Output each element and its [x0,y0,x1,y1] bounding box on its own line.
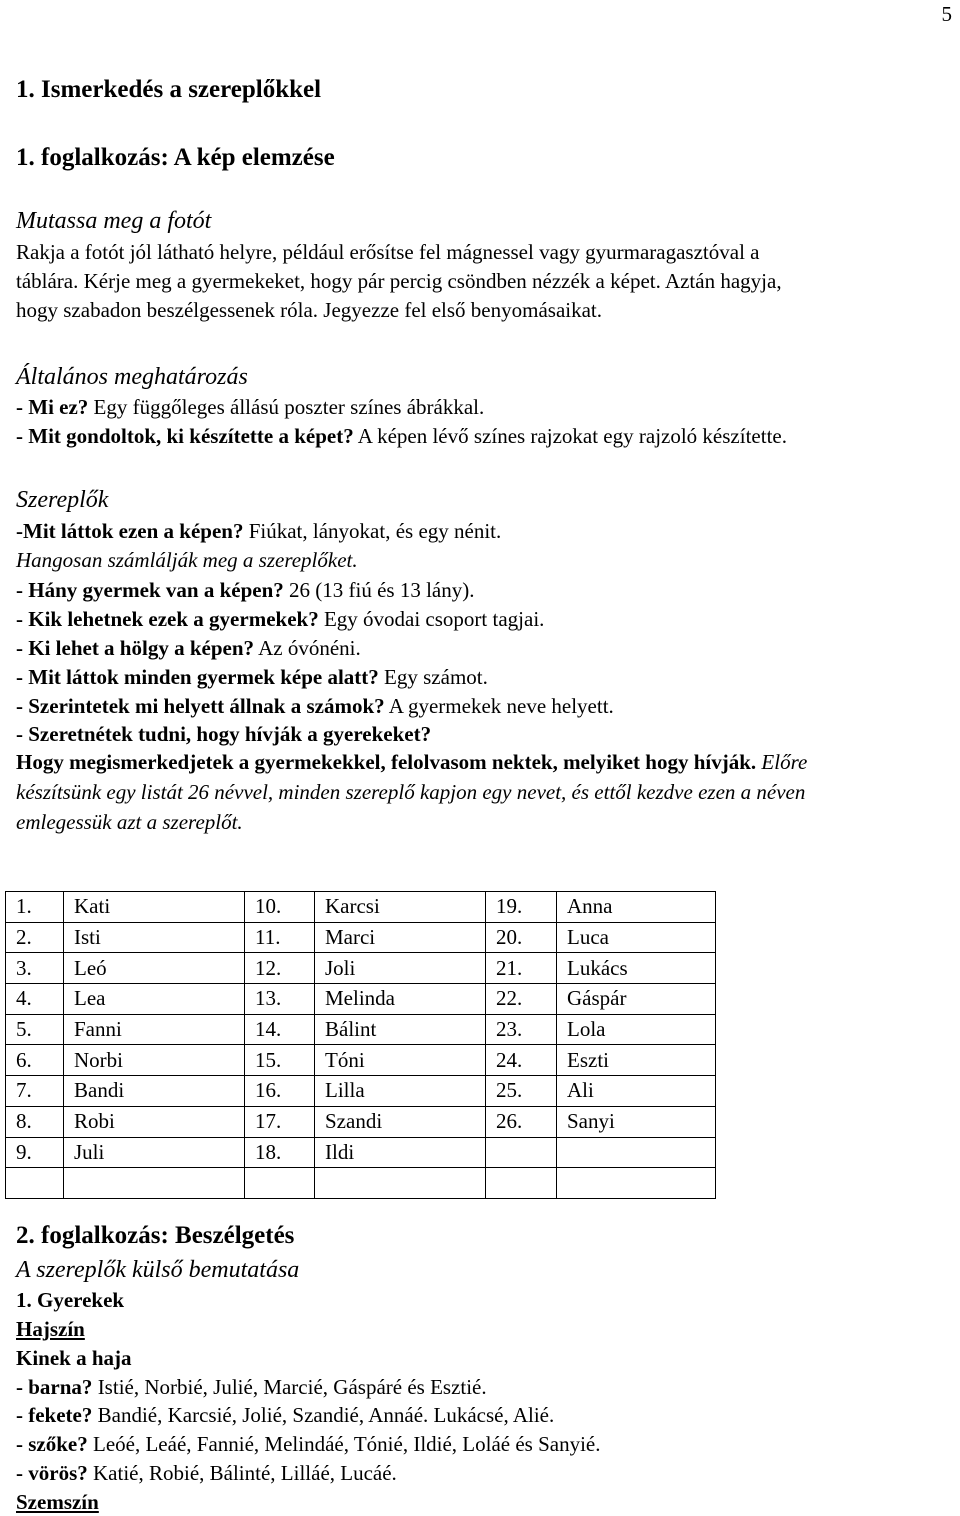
question: - szőke? [16,1432,88,1456]
table-cell-name: Lilla [315,1076,486,1107]
chapter-title: 1. Ismerkedés a szereplőkkel [16,76,322,103]
table-cell-number [486,1137,557,1168]
table-cell-name: Melinda [315,984,486,1015]
answer: Leóé, Leáé, Fannié, Melindáé, Tónié, Ildié, Loláé és Sanyié. [87,1432,601,1456]
table-cell-name: Bálint [315,1014,486,1045]
statement: Hogy megismerkedjetek a gyermekekkel, felolvasom nektek, melyiket hogy hívják. [16,750,757,774]
table-cell-number: 26. [486,1106,557,1137]
section-heading: Általános meghatározás [16,364,248,390]
table-cell-name: Luca [557,922,716,953]
table-cell-name: Robi [64,1106,245,1137]
table-row [6,1076,716,1107]
table-cell-name [64,1168,245,1199]
table-cell-number: 10. [245,892,315,923]
qa-line [16,397,484,418]
question: - Szerintetek mi helyett állnak a számok? [16,694,385,718]
subsection-title: Kinek a haja [16,1346,132,1370]
qa-line [16,724,431,745]
table-cell-number: 1. [6,892,64,923]
question: - barna? [16,1375,93,1399]
table-cell-name: Ildi [315,1137,486,1168]
table-cell-number [6,1168,64,1199]
table-cell-name [557,1168,716,1199]
table-cell-number: 11. [245,922,315,953]
qa-line [16,638,361,659]
table-row [6,1168,716,1199]
table-cell-name: Gáspár [557,984,716,1015]
paragraph-line: táblára. Kérje meg a gyermekeket, hogy pár percig csöndben nézzék a képet. Aztán hagyja, [16,269,782,293]
table-cell-number: 13. [245,984,315,1015]
question: - Kik lehetnek ezek a gyermekek? [16,607,319,631]
section-heading: Mutassa meg a fotót [16,208,212,234]
qa-line [16,521,501,542]
table-cell-number: 3. [6,953,64,984]
page-number: 5 [941,2,952,26]
qa-line [16,609,544,630]
table-cell-number: 14. [245,1014,315,1045]
qa-line [16,580,474,601]
section-heading: Szereplők [16,487,109,513]
answer: A gyermekek neve helyett. [384,694,614,718]
subsection-title: 1. Gyerekek [16,1288,125,1312]
answer: Egy óvodai csoport tagjai. [318,607,545,631]
table-row [6,953,716,984]
table-cell-number: 18. [245,1137,315,1168]
lesson-title: 1. foglalkozás: A kép elemzése [16,144,335,171]
table-cell-name: Bandi [64,1076,245,1107]
table-row [6,1137,716,1168]
table-cell-name: Isti [64,922,245,953]
table-cell-name: Eszti [557,1045,716,1076]
table-row [6,1045,716,1076]
table-cell-name: Juli [64,1137,245,1168]
table-cell-number: 20. [486,922,557,953]
table-cell-number: 6. [6,1045,64,1076]
question: - Mi ez? [16,395,89,419]
table-row [6,922,716,953]
table-cell-name: Sanyi [557,1106,716,1137]
table-cell-number: 9. [6,1137,64,1168]
answer: 26 (13 fiú és 13 lány). [283,578,475,602]
table-cell-number: 4. [6,984,64,1015]
names-table [5,891,716,1199]
table-cell-name: Lea [64,984,245,1015]
qa-line [16,1377,487,1398]
instruction-note: Hangosan számlálják meg a szereplőket. [16,548,358,572]
answer: Egy függőleges állású poszter színes ábrákkal. [88,395,485,419]
table-cell-number: 21. [486,953,557,984]
qa-line [16,1405,554,1426]
table-cell-name: Anna [557,892,716,923]
instruction-note: Előre [756,750,808,774]
question: - Hány gyermek van a képen? [16,578,284,602]
table-cell-name: Lukács [557,953,716,984]
table-cell-number: 15. [245,1045,315,1076]
question: - vörös? [16,1461,88,1485]
table-cell-name: Karcsi [315,892,486,923]
answer: A képen lévő színes rajzokat egy rajzoló készítette. [353,424,787,448]
paragraph-line: hogy szabadon beszélgessenek róla. Jegyezze fel első benyomásaikat. [16,298,603,322]
table-cell-number [245,1168,315,1199]
table-row [6,1014,716,1045]
table-cell-name: Marci [315,922,486,953]
answer: Katié, Robié, Bálinté, Lilláé, Lucáé. [87,1461,397,1485]
answer: Istié, Norbié, Julié, Marcié, Gáspáré és Esztié. [92,1375,487,1399]
qa-line [16,426,787,447]
question: - Ki lehet a hölgy a képen? [16,636,255,660]
table-cell-name: Kati [64,892,245,923]
table-row [6,892,716,923]
question: - Mit gondoltok, ki készítette a képet? [16,424,354,448]
table-cell-number: 16. [245,1076,315,1107]
table-cell-name: Joli [315,953,486,984]
instruction-note: emlegessük azt a szereplőt. [16,810,243,834]
table-cell-name: Ali [557,1076,716,1107]
subsection-title: Hajszín [16,1317,85,1341]
table-cell-name: Norbi [64,1045,245,1076]
table-cell-name: Leó [64,953,245,984]
table-cell-number: 12. [245,953,315,984]
table-cell-name: Szandi [315,1106,486,1137]
table-row [6,984,716,1015]
paragraph-line: Rakja a fotót jól látható helyre, például erősítse fel mágnessel vagy gyurmaragasztóval a [16,240,760,264]
table-cell-number: 8. [6,1106,64,1137]
table-cell-number: 7. [6,1076,64,1107]
table-cell-number: 2. [6,922,64,953]
qa-line [16,1463,397,1484]
qa-line [16,752,807,773]
table-cell-number: 17. [245,1106,315,1137]
qa-line [16,1434,601,1455]
subsection-title: Szemszín [16,1490,99,1514]
qa-line [16,696,614,717]
question: - fekete? [16,1403,93,1427]
instruction-note: készítsünk egy listát 26 névvel, minden szereplő kapjon egy nevet, és ettől kezdve ezen a néven [16,780,806,804]
table-cell-name [315,1168,486,1199]
table-cell-name [557,1137,716,1168]
table-cell-number: 24. [486,1045,557,1076]
table-cell-number: 23. [486,1014,557,1045]
section-heading: A szereplők külső bemutatása [16,1257,300,1283]
answer: Egy számot. [378,665,488,689]
table-cell-name: Tóni [315,1045,486,1076]
question: - Szeretnétek tudni, hogy hívják a gyerekeket? [16,722,432,746]
table-cell-number [486,1168,557,1199]
table-cell-name: Lola [557,1014,716,1045]
answer: Bandié, Karcsié, Jolié, Szandié, Annáé. Lukácsé, Alié. [92,1403,555,1427]
answer: Az óvónéni. [254,636,361,660]
table-cell-number: 25. [486,1076,557,1107]
answer: Fiúkat, lányokat, és egy nénit. [243,519,502,543]
lesson-title: 2. foglalkozás: Beszélgetés [16,1222,295,1249]
table-cell-number: 5. [6,1014,64,1045]
table-cell-number: 22. [486,984,557,1015]
table-cell-name: Fanni [64,1014,245,1045]
table-cell-number: 19. [486,892,557,923]
qa-line [16,667,488,688]
question: - Mit láttok minden gyermek képe alatt? [16,665,379,689]
question: -Mit láttok ezen a képen? [16,519,244,543]
table-row [6,1106,716,1137]
